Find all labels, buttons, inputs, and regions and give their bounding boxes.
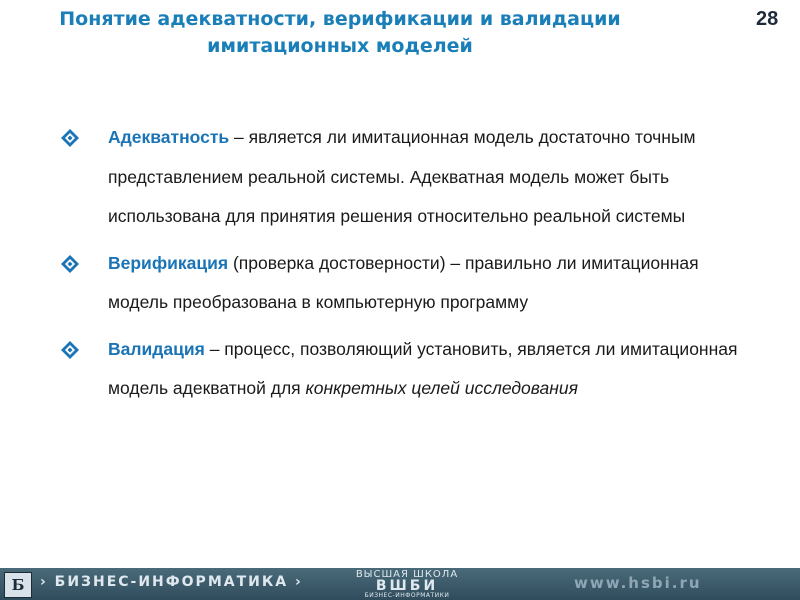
term-adequacy: Адекватность xyxy=(108,127,230,147)
diamond-bullet-icon xyxy=(60,340,80,360)
school-line3: БИЗНЕС-ИНФОРМАТИКИ xyxy=(364,592,450,599)
website-link[interactable]: www.hsbi.ru xyxy=(574,574,702,592)
term-verification: Верификация xyxy=(108,252,229,273)
logo-icon: Б xyxy=(4,572,32,598)
term-validation: Валидация xyxy=(108,338,205,359)
list-item xyxy=(60,244,740,323)
slide-title-line2: имитационных моделей xyxy=(207,35,473,57)
slide-title-line1: Понятие адекватности, верификации и валидации xyxy=(59,8,621,30)
list-item xyxy=(60,330,740,409)
item-text: (проверка достоверности) – правильно ли имитационная модель преобразована в компьютерную программу xyxy=(108,252,699,312)
diamond-bullet-icon xyxy=(60,254,80,274)
school-logo xyxy=(348,570,466,600)
footer-program: › БИЗНЕС-ИНФОРМАТИКА › xyxy=(40,574,303,590)
item-text: – процесс, позволяющий установить, является ли имитационная модель адекватной для xyxy=(108,338,738,398)
school-line1: ВЫСШАЯ ШКОЛА xyxy=(355,569,459,580)
footer-bar xyxy=(0,568,800,600)
school-line2: ВШБИ xyxy=(375,578,439,594)
item-text-italic: конкретных целей исследования xyxy=(305,378,578,398)
item-text: – является ли имитационная модель достаточно точным представлением реальной системы. Адекватная модель может быть использована для принятия решения относительно реальной системы xyxy=(108,127,696,226)
diamond-bullet-icon xyxy=(60,128,80,148)
bullet-list xyxy=(60,118,740,416)
slide-title xyxy=(40,6,640,60)
list-item xyxy=(60,118,740,237)
page-number: 28 xyxy=(756,8,779,30)
